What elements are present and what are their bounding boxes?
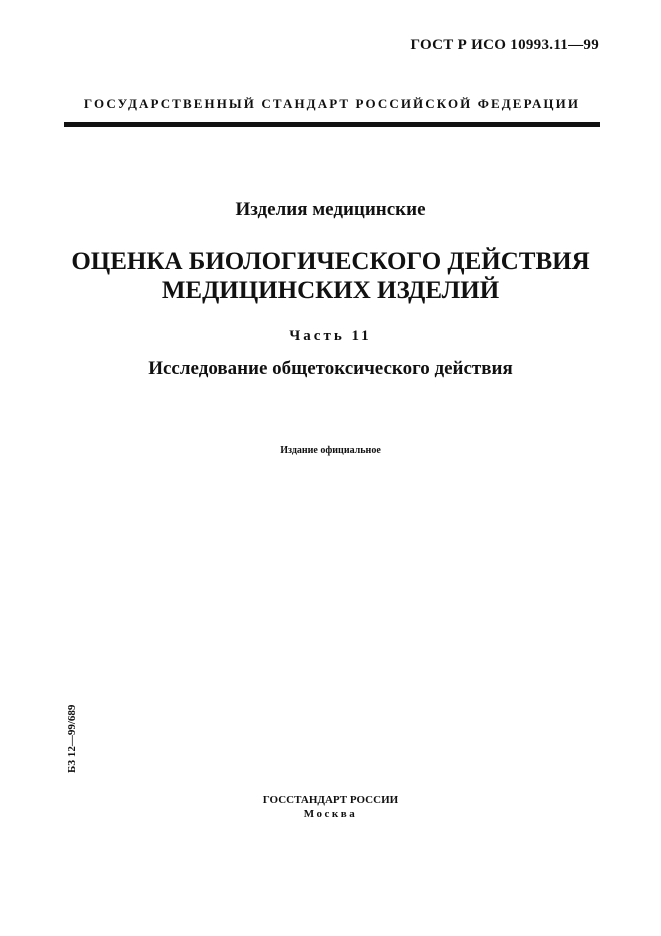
publisher-block <box>0 793 661 821</box>
heading-divider <box>64 122 600 127</box>
part-number: Часть 11 <box>289 328 372 344</box>
main-title-line-1: ОЦЕНКА БИОЛОГИЧЕСКОГО ДЕЙСТВИЯ <box>71 248 590 275</box>
document-number: ГОСТ Р ИСО 10993.11—99 <box>410 37 599 53</box>
part-subtitle: Исследование общетоксического действия <box>148 358 513 379</box>
product-category: Изделия медицинские <box>235 199 426 220</box>
edition-note: Издание официальное <box>280 445 381 456</box>
publisher-org: ГОССТАНДАРТ РОССИИ <box>262 794 399 806</box>
publisher-city: Москва <box>303 808 358 820</box>
side-registration-code: БЗ 12—99/689 <box>66 704 78 773</box>
main-title-line-2: МЕДИЦИНСКИХ ИЗДЕЛИЙ <box>161 277 500 304</box>
main-title <box>0 247 661 305</box>
state-standard-heading: ГОСУДАРСТВЕННЫЙ СТАНДАРТ РОССИЙСКОЙ ФЕДЕРАЦИИ <box>83 96 581 111</box>
